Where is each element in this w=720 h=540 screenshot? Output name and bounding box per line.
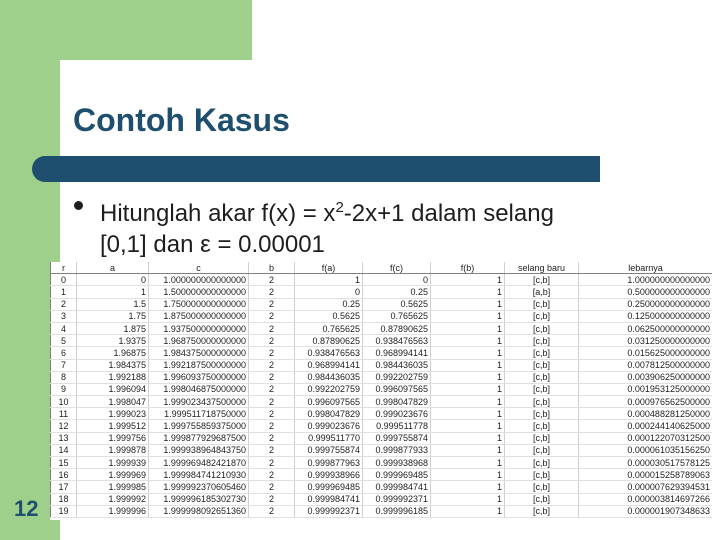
table-cell: 0.968994141 xyxy=(363,347,431,359)
table-cell: 1 xyxy=(295,274,363,286)
table-cell: 1.999938964843750 xyxy=(149,444,249,456)
table-cell: 9 xyxy=(51,383,77,395)
table-cell: 1 xyxy=(431,481,505,493)
table-cell: 1.5 xyxy=(77,298,149,310)
table-cell: 0.000061035156250 xyxy=(579,444,713,456)
table-cell: 0.996097565 xyxy=(363,383,431,395)
table-cell: 1.937500000000000 xyxy=(149,322,249,334)
table-row xyxy=(51,469,713,481)
table-cell: 2 xyxy=(249,371,295,383)
table-cell: 0.87890625 xyxy=(295,335,363,347)
table-cell: 0.968994141 xyxy=(295,359,363,371)
table-cell: 0.000976562500000 xyxy=(579,396,713,408)
table-cell: 1.750000000000000 xyxy=(149,298,249,310)
table-cell: [a,b] xyxy=(505,286,579,298)
table-cell: 0.998047829 xyxy=(295,408,363,420)
bullet-line1-pre: Hitunglah akar f(x) = x xyxy=(100,200,336,227)
bisection-table xyxy=(50,262,712,518)
table-row xyxy=(51,335,713,347)
table-cell: [c,b] xyxy=(505,298,579,310)
slide-number: 12 xyxy=(14,496,39,521)
table-cell: 0.984436035 xyxy=(295,371,363,383)
table-cell: 1 xyxy=(431,298,505,310)
table-cell: 1.999512 xyxy=(77,420,149,432)
table-cell: 1.875000000000000 xyxy=(149,310,249,322)
table-cell: 0.250000000000000 xyxy=(579,298,713,310)
table-cell: 1 xyxy=(431,408,505,420)
table-cell: 0.999984741 xyxy=(363,481,431,493)
table-cell: 1 xyxy=(431,335,505,347)
table-cell: 0.996097565 xyxy=(295,396,363,408)
table-cell: [c,b] xyxy=(505,322,579,334)
table-cell: 14 xyxy=(51,444,77,456)
table-cell: 15 xyxy=(51,457,77,469)
table-cell: 1.999996 xyxy=(77,505,149,517)
table-cell: 6 xyxy=(51,347,77,359)
table-cell: 0 xyxy=(295,286,363,298)
table-cell: 0.000003814697266 xyxy=(579,493,713,505)
table-row xyxy=(51,274,713,286)
table-cell: 16 xyxy=(51,469,77,481)
table-cell: 1.999992 xyxy=(77,493,149,505)
table-cell: 1 xyxy=(431,347,505,359)
table-cell: [c,b] xyxy=(505,444,579,456)
table-row xyxy=(51,298,713,310)
table-cell: 0.938476563 xyxy=(295,347,363,359)
table-cell: 1.999985 xyxy=(77,481,149,493)
table-cell: 17 xyxy=(51,481,77,493)
table-cell: 1 xyxy=(431,371,505,383)
table-cell: 13 xyxy=(51,432,77,444)
table-cell: 1 xyxy=(431,505,505,517)
table-cell: 2 xyxy=(249,457,295,469)
table-cell: 1.875 xyxy=(77,322,149,334)
table-cell: 1 xyxy=(431,383,505,395)
table-cell: 1.96875 xyxy=(77,347,149,359)
table-header-cell: c xyxy=(149,262,249,274)
table-cell: [c,b] xyxy=(505,469,579,481)
table-cell: 0.000015258789063 xyxy=(579,469,713,481)
table-cell: 1.999756 xyxy=(77,432,149,444)
table-cell: 0.938476563 xyxy=(363,335,431,347)
table-cell: 0.5625 xyxy=(363,298,431,310)
table-cell: 1 xyxy=(431,420,505,432)
table-cell: 7 xyxy=(51,359,77,371)
table-cell: 0.000244140625000 xyxy=(579,420,713,432)
table-cell: 0.003906250000000 xyxy=(579,371,713,383)
table-cell: 1.984375 xyxy=(77,359,149,371)
table-cell: 2 xyxy=(249,383,295,395)
table-cell: [c,b] xyxy=(505,347,579,359)
table-cell: 1.75 xyxy=(77,310,149,322)
table-cell: 0.998047829 xyxy=(363,396,431,408)
table-cell: 1 xyxy=(77,286,149,298)
table-cell: 1 xyxy=(431,286,505,298)
table-row xyxy=(51,444,713,456)
table-cell: [c,b] xyxy=(505,481,579,493)
table-cell: 0.765625 xyxy=(295,322,363,334)
table-cell: 0.999992371 xyxy=(363,493,431,505)
table-row xyxy=(51,505,713,517)
table-cell: 1.999998092651360 xyxy=(149,505,249,517)
table-cell: 1.000000000000000 xyxy=(149,274,249,286)
table-cell: 1.999755859375000 xyxy=(149,420,249,432)
table-cell: 1 xyxy=(431,396,505,408)
table-cell: 0.062500000000000 xyxy=(579,322,713,334)
table-cell: 0 xyxy=(51,274,77,286)
table-cell: 1.999023 xyxy=(77,408,149,420)
table-cell: 0.000488281250000 xyxy=(579,408,713,420)
table-cell: 1.992187500000000 xyxy=(149,359,249,371)
table-row xyxy=(51,322,713,334)
table-cell: 1 xyxy=(431,469,505,481)
table-cell: 0.999969485 xyxy=(295,481,363,493)
table-cell: 2 xyxy=(249,335,295,347)
slide-title: Contoh Kasus xyxy=(73,102,290,138)
table-cell: 1 xyxy=(431,310,505,322)
bullet-line2: [0,1] dan ε = 0.00001 xyxy=(100,231,325,258)
table-header-cell: f(a) xyxy=(295,262,363,274)
table-cell: [c,b] xyxy=(505,457,579,469)
table-cell: 1.9375 xyxy=(77,335,149,347)
table-cell: 0.000007629394531 xyxy=(579,481,713,493)
table-cell: 0.765625 xyxy=(363,310,431,322)
table-cell: 1.999878 xyxy=(77,444,149,456)
table-cell: 1.999511718750000 xyxy=(149,408,249,420)
table-row xyxy=(51,359,713,371)
table-row xyxy=(51,432,713,444)
table-row xyxy=(51,286,713,298)
table-cell: [c,b] xyxy=(505,493,579,505)
table-cell: 0.031250000000000 xyxy=(579,335,713,347)
table-header-cell: a xyxy=(77,262,149,274)
table-cell: 1.998047 xyxy=(77,396,149,408)
table-header-row xyxy=(51,262,713,274)
table-cell: 0.999511778 xyxy=(363,420,431,432)
table-header-cell: lebarnya xyxy=(579,262,713,274)
table-cell: 1.999877929687500 xyxy=(149,432,249,444)
table-cell: 11 xyxy=(51,408,77,420)
table-cell: 0.25 xyxy=(363,286,431,298)
bisection-table-container xyxy=(50,262,712,520)
table-cell: 2 xyxy=(249,493,295,505)
table-cell: 0.000030517578125 xyxy=(579,457,713,469)
table-header-cell: r xyxy=(51,262,77,274)
table-cell: 0.500000000000000 xyxy=(579,286,713,298)
table-cell: 1.999939 xyxy=(77,457,149,469)
table-cell: 0.999996185 xyxy=(363,505,431,517)
table-cell: 0.992202759 xyxy=(295,383,363,395)
table-cell: 0.999023676 xyxy=(363,408,431,420)
table-cell: [c,b] xyxy=(505,432,579,444)
table-cell: [c,b] xyxy=(505,396,579,408)
table-cell: 0.125000000000000 xyxy=(579,310,713,322)
table-cell: 0.999984741 xyxy=(295,493,363,505)
table-cell: 2 xyxy=(249,298,295,310)
table-cell: 1.000000000000000 xyxy=(579,274,713,286)
table-cell: 0.015625000000000 xyxy=(579,347,713,359)
table-cell: 2 xyxy=(249,469,295,481)
table-cell: 0 xyxy=(77,274,149,286)
table-header-cell: f(c) xyxy=(363,262,431,274)
table-cell: 1 xyxy=(431,432,505,444)
table-cell: 2 xyxy=(249,408,295,420)
table-cell: 1.999984741210930 xyxy=(149,469,249,481)
table-cell: 0.999511770 xyxy=(295,432,363,444)
table-header-cell: f(b) xyxy=(431,262,505,274)
table-cell: 1 xyxy=(51,286,77,298)
table-cell: 0.999938966 xyxy=(295,469,363,481)
table-cell: [c,b] xyxy=(505,505,579,517)
table-cell: 4 xyxy=(51,322,77,334)
table-row xyxy=(51,396,713,408)
table-body xyxy=(51,274,713,518)
table-cell: 0.25 xyxy=(295,298,363,310)
table-cell: 2 xyxy=(249,286,295,298)
table-cell: 0.999877963 xyxy=(295,457,363,469)
table-cell: 0.992202759 xyxy=(363,371,431,383)
table-cell: [c,b] xyxy=(505,371,579,383)
table-cell: 2 xyxy=(249,444,295,456)
table-cell: 0.999023676 xyxy=(295,420,363,432)
table-row xyxy=(51,371,713,383)
table-cell: 0.5625 xyxy=(295,310,363,322)
table-row xyxy=(51,347,713,359)
table-cell: 1 xyxy=(431,444,505,456)
table-row xyxy=(51,408,713,420)
table-cell: 0.999755874 xyxy=(295,444,363,456)
table-cell: 1.999969482421870 xyxy=(149,457,249,469)
table-row xyxy=(51,420,713,432)
table-cell: 2 xyxy=(249,310,295,322)
table-cell: 0.007812500000000 xyxy=(579,359,713,371)
table-cell: 0.984436035 xyxy=(363,359,431,371)
table-cell: 0.999992371 xyxy=(295,505,363,517)
table-row xyxy=(51,493,713,505)
table-cell: 1.999023437500000 xyxy=(149,396,249,408)
table-cell: [c,b] xyxy=(505,274,579,286)
table-cell: 19 xyxy=(51,505,77,517)
table-cell: 1 xyxy=(431,457,505,469)
table-row xyxy=(51,310,713,322)
table-cell: 1.992188 xyxy=(77,371,149,383)
table-cell: 0.999877933 xyxy=(363,444,431,456)
table-cell: 18 xyxy=(51,493,77,505)
table-cell: 1.996094 xyxy=(77,383,149,395)
bullet-line1-post: -2x+1 dalam selang xyxy=(343,200,554,227)
table-cell: 1.999992370605460 xyxy=(149,481,249,493)
table-cell: 3 xyxy=(51,310,77,322)
table-cell: 10 xyxy=(51,396,77,408)
table-row xyxy=(51,383,713,395)
table-cell: 2 xyxy=(249,396,295,408)
table-cell: 1.999996185302730 xyxy=(149,493,249,505)
table-cell: 2 xyxy=(249,420,295,432)
table-cell: 1 xyxy=(431,322,505,334)
bullet-dot-icon xyxy=(74,201,83,210)
table-row xyxy=(51,481,713,493)
table-cell: 2 xyxy=(249,347,295,359)
bullet-text xyxy=(100,192,660,260)
table-cell: 2 xyxy=(51,298,77,310)
table-cell: [c,b] xyxy=(505,335,579,347)
table-cell: 1.968750000000000 xyxy=(149,335,249,347)
table-cell: [c,b] xyxy=(505,310,579,322)
table-cell: 2 xyxy=(249,481,295,493)
table-cell: 1.996093750000000 xyxy=(149,371,249,383)
table-cell: 0.999969485 xyxy=(363,469,431,481)
table-cell: 0.000122070312500 xyxy=(579,432,713,444)
table-row xyxy=(51,457,713,469)
table-cell: 0 xyxy=(363,274,431,286)
table-cell: 2 xyxy=(249,274,295,286)
table-cell: [c,b] xyxy=(505,383,579,395)
table-cell: 1.984375000000000 xyxy=(149,347,249,359)
table-cell: 1 xyxy=(431,359,505,371)
table-cell: 8 xyxy=(51,371,77,383)
table-cell: 1.500000000000000 xyxy=(149,286,249,298)
table-cell: 0.87890625 xyxy=(363,322,431,334)
table-cell: [c,b] xyxy=(505,359,579,371)
table-cell: 0.999755874 xyxy=(363,432,431,444)
bullet-exponent: 2 xyxy=(335,199,344,216)
table-cell: 1.999969 xyxy=(77,469,149,481)
table-cell: 2 xyxy=(249,432,295,444)
table-cell: 2 xyxy=(249,505,295,517)
table-cell: 0.000001907348633 xyxy=(579,505,713,517)
table-cell: 1 xyxy=(431,274,505,286)
title-underline-bar xyxy=(32,156,600,182)
table-header-cell: selang baru xyxy=(505,262,579,274)
table-cell: 1 xyxy=(431,493,505,505)
table-cell: 0.001953125000000 xyxy=(579,383,713,395)
table-cell: 0.999938968 xyxy=(363,457,431,469)
table-cell: [c,b] xyxy=(505,408,579,420)
table-cell: 2 xyxy=(249,359,295,371)
table-header-cell: b xyxy=(249,262,295,274)
table-cell: 5 xyxy=(51,335,77,347)
table-cell: 1.998046875000000 xyxy=(149,383,249,395)
table-cell: 12 xyxy=(51,420,77,432)
table-cell: 2 xyxy=(249,322,295,334)
table-cell: [c,b] xyxy=(505,420,579,432)
